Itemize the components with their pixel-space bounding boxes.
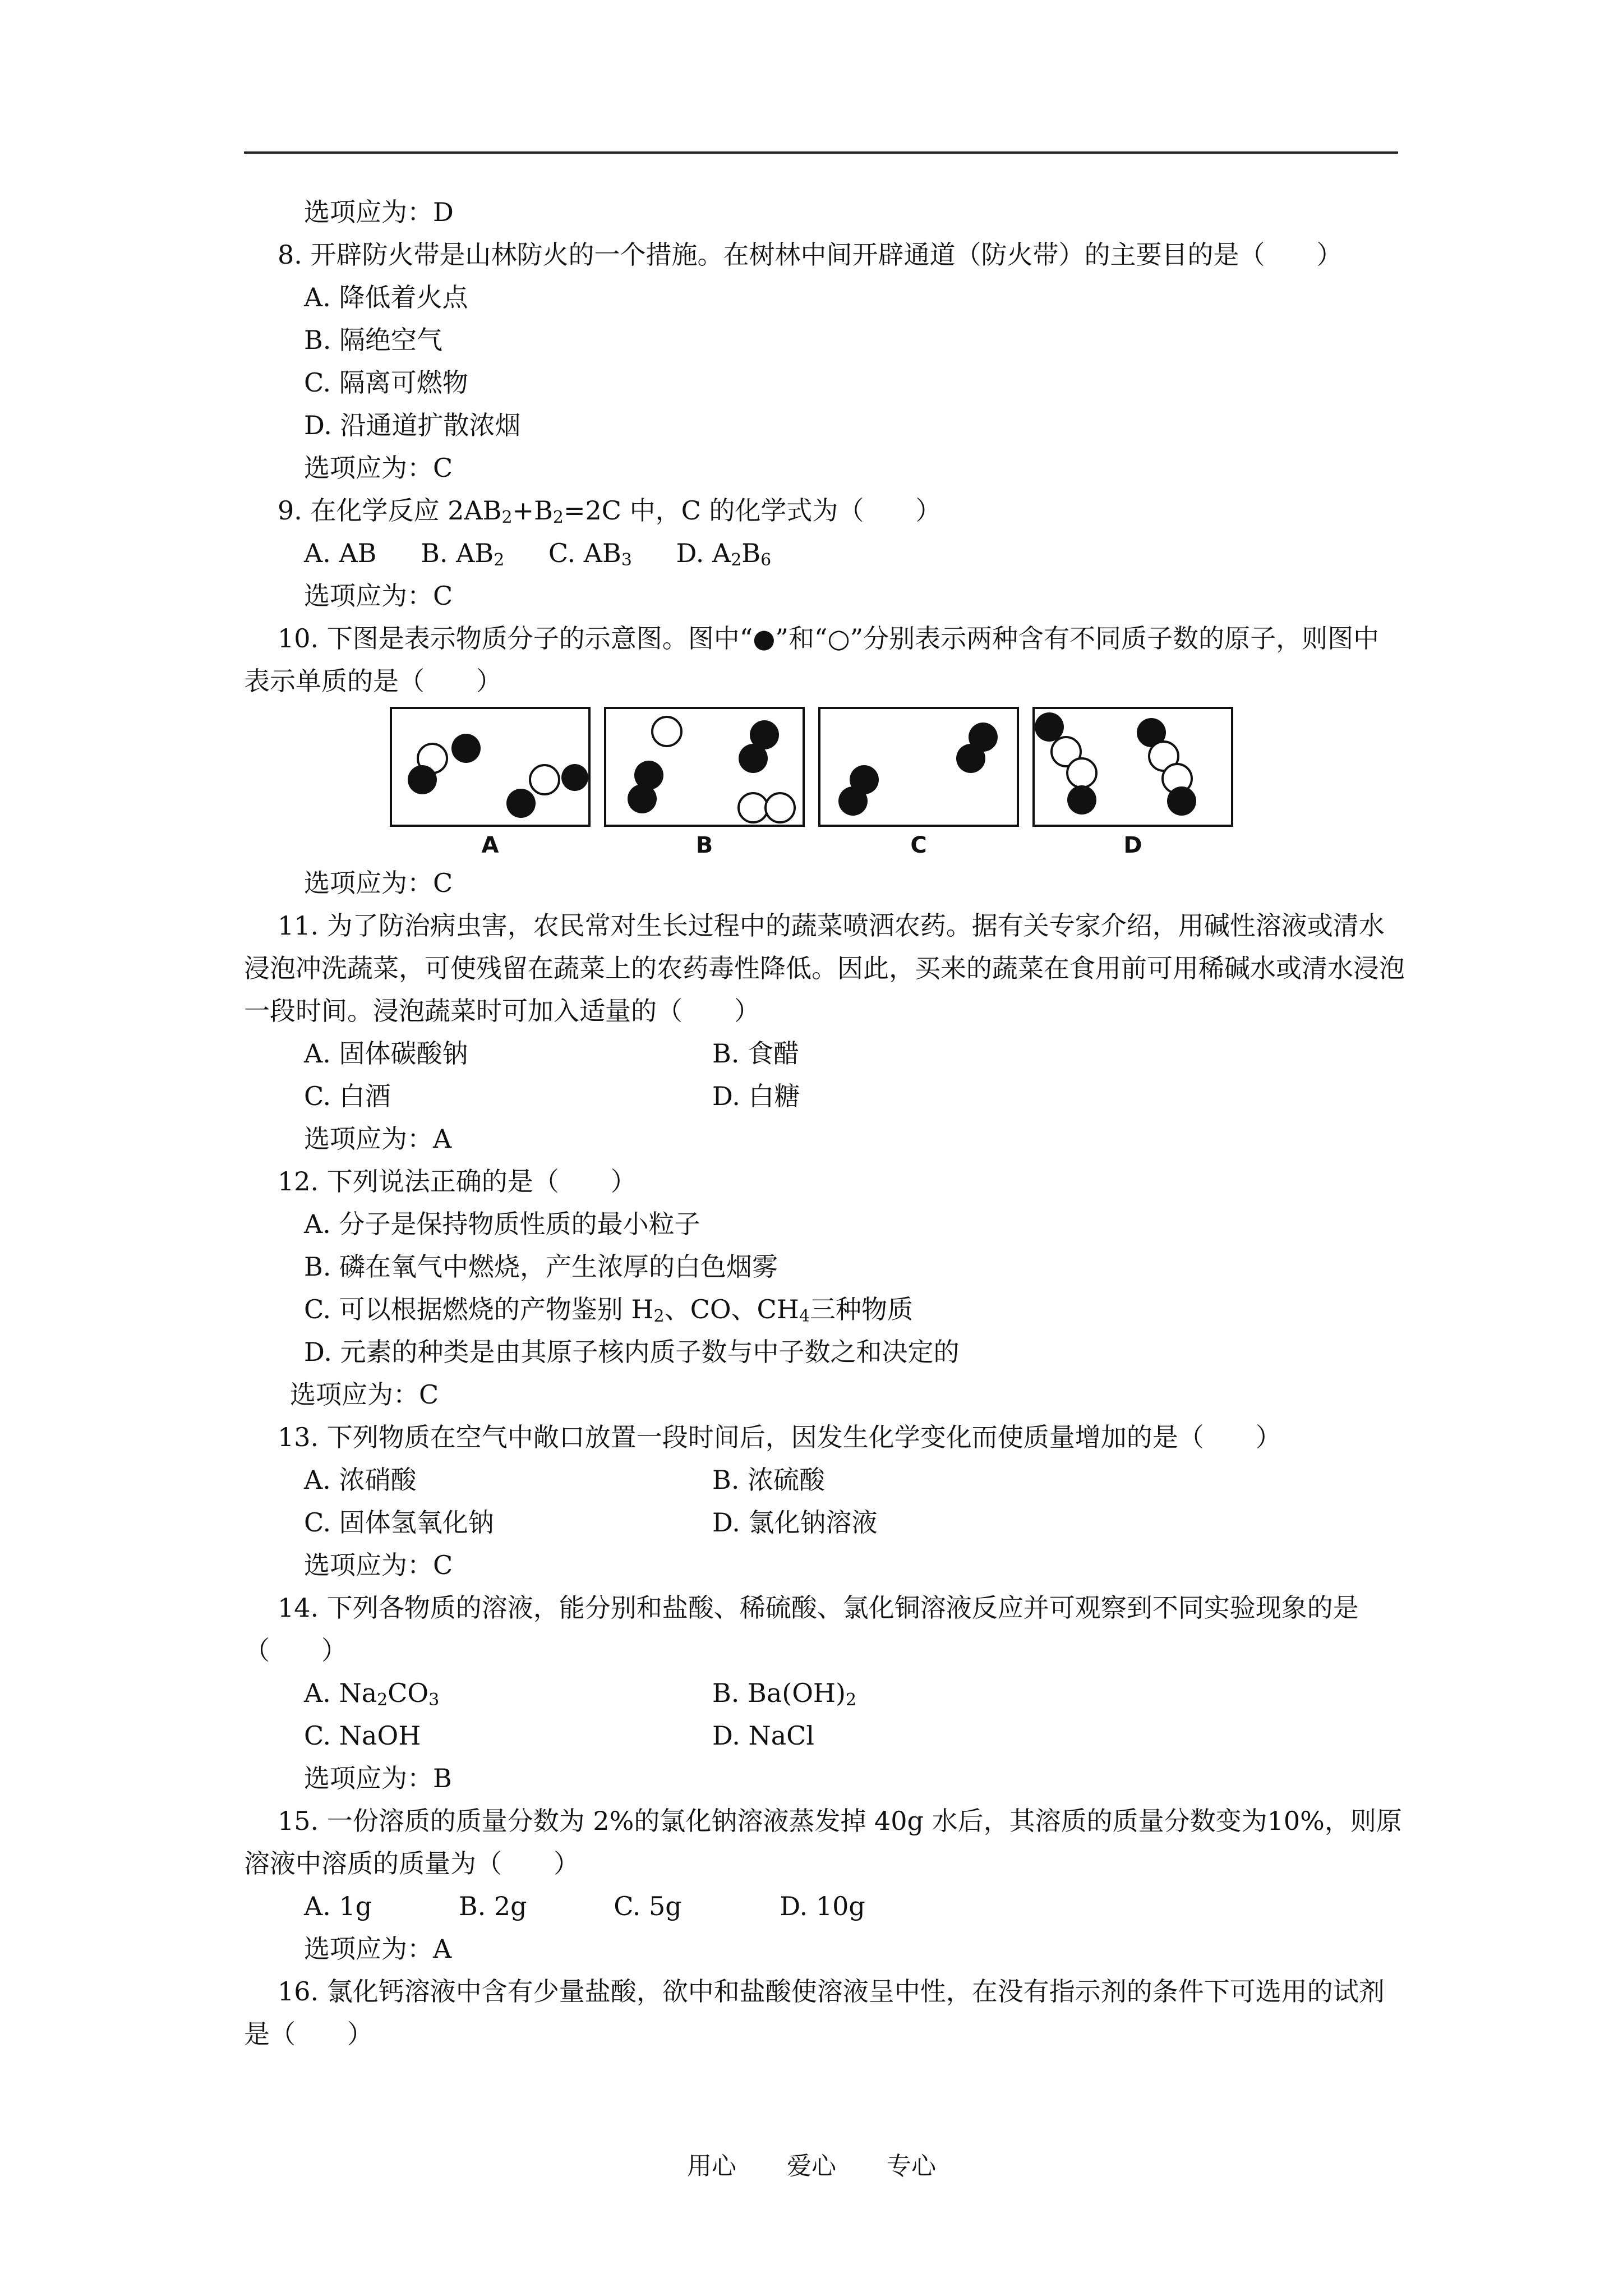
footer-text-3: 专心 — [887, 2152, 936, 2180]
q15-option-d: D. 10g — [780, 1891, 865, 1921]
q9-option-c: C. $AB_3$ — [548, 538, 632, 570]
q13-option-d: D. 氯化钠溶液 — [712, 1507, 878, 1538]
q9-option-d: D. $A_2B_6$ — [676, 538, 772, 570]
figure-panel-d — [1032, 707, 1233, 858]
q8-option-c: C. 隔离可燃物 — [304, 367, 468, 398]
q10-answer: 选项应为：C — [304, 868, 453, 898]
q11-answer: 选项应为：A — [304, 1124, 452, 1154]
q11-options-row2 — [244, 1075, 1405, 1117]
q13-options-row2 — [244, 1501, 1405, 1544]
q13-answer: 选项应为：C — [304, 1550, 453, 1580]
q14-option-b: B. $Ba(OH)_2$ — [712, 1678, 857, 1710]
q14-options-row2 — [244, 1714, 1405, 1757]
q13-stem: 13. 下列物质在空气中敞口放置一段时间后，因发生化学变化而使质量增加的是（ ） — [278, 1422, 1281, 1452]
panel-d-diagram — [1032, 707, 1233, 827]
q11-option-c: C. 白酒 — [304, 1081, 391, 1111]
q12-option-b: B. 磷在氧气中燃烧，产生浓厚的白色烟雾 — [304, 1251, 778, 1282]
panel-label-c: C — [910, 832, 927, 858]
page-content — [244, 191, 1405, 2055]
q12-option-c: C. 可以根据燃烧的产物鉴别 $H_2$、CO、$CH_4$三种物质 — [304, 1294, 913, 1326]
page-footer — [0, 2146, 1623, 2182]
q12-stem: 12. 下列说法正确的是（ ） — [278, 1166, 637, 1197]
q12-option-a: A. 分子是保持物质性质的最小粒子 — [304, 1209, 700, 1239]
figure-panel-a — [390, 707, 591, 858]
q14-option-c: C. NaOH — [304, 1720, 421, 1751]
panel-c-diagram — [818, 707, 1019, 827]
panel-label-d: D — [1123, 832, 1142, 858]
q11-stem: 11. 为了防治病虫害，农民常对生长过程中的蔬菜喷洒农药。据有关专家介绍，用碱性溶液或清水浸泡冲洗蔬菜，可使残留在蔬菜上的农药毒性降低。因此，买来的蔬菜在食用前可用稀碱水或清水浸泡一段时间。浸泡蔬菜时可加入适量的（ ） — [244, 910, 1405, 1026]
q12-answer: 选项应为：C — [290, 1379, 439, 1410]
q11-option-d: D. 白糖 — [712, 1081, 800, 1111]
q8-option-b: B. 隔绝空气 — [304, 325, 443, 355]
q12-option-d: D. 元素的种类是由其原子核内质子数与中子数之和决定的 — [304, 1337, 960, 1367]
q8-option-a: A. 降低着火点 — [304, 282, 468, 312]
panel-b-diagram — [604, 707, 805, 827]
q15-option-b: B. 2g — [458, 1891, 527, 1921]
figure-panel-c — [818, 707, 1019, 858]
q10-stem: 10. 下图是表示物质分子的示意图。图中“●”和“○”分别表示两种含有不同质子数的原子，则图中表示单质的是（ ） — [244, 623, 1380, 696]
q14-option-a: A. $Na_2CO_3$ — [304, 1678, 440, 1710]
q9-stem: 9. 在化学反应 $2AB_2+B_2=2C$ 中，C 的化学式为（ ） — [278, 495, 942, 527]
q14-stem: 14. 下列各物质的溶液，能分别和盐酸、稀硫酸、氯化铜溶液反应并可观察到不同实验现象的是（ ） — [244, 1593, 1359, 1665]
q9-option-b: B. $AB_2$ — [421, 538, 505, 570]
q9-options — [244, 532, 1405, 574]
q9-option-a: A. AB — [304, 538, 377, 568]
q15-answer: 选项应为：A — [304, 1934, 452, 1964]
q15-option-c: C. 5g — [614, 1891, 682, 1921]
figure-panel-b — [604, 707, 805, 858]
panel-label-a: A — [481, 832, 499, 858]
q7-answer: 选项应为：D — [304, 197, 454, 227]
q9-answer: 选项应为：C — [304, 581, 453, 611]
q13-option-a: A. 浓硝酸 — [304, 1465, 417, 1495]
molecule-figure — [390, 707, 1405, 858]
header-rule — [244, 151, 1398, 154]
panel-a-diagram — [390, 707, 591, 827]
q16-stem: 16. 氯化钙溶液中含有少量盐酸，欲中和盐酸使溶液呈中性，在没有指示剂的条件下可选用的试剂是（ ） — [244, 1976, 1385, 2049]
panel-label-b: B — [695, 832, 713, 858]
q15-option-a: A. 1g — [304, 1891, 372, 1921]
q13-option-b: B. 浓硫酸 — [712, 1465, 826, 1495]
q11-option-a: A. 固体碳酸钠 — [304, 1038, 468, 1069]
q8-answer: 选项应为：C — [304, 453, 453, 483]
q11-options-row1 — [244, 1032, 1405, 1075]
q14-option-d: D. NaCl — [712, 1720, 815, 1751]
q15-options — [244, 1885, 1405, 1927]
q8-stem: 8. 开辟防火带是山林防火的一个措施。在树林中间开辟通道（防火带）的主要目的是（ ） — [278, 240, 1343, 270]
q13-option-c: C. 固体氢氧化钠 — [304, 1507, 494, 1538]
q11-option-b: B. 食醋 — [712, 1038, 800, 1069]
footer-text-1: 用心 — [687, 2152, 736, 2180]
q8-option-d: D. 沿通道扩散浓烟 — [304, 410, 521, 440]
q15-stem: 15. 一份溶质的质量分数为 2%的氯化钠溶液蒸发掉 40g 水后，其溶质的质量分数变为10%，则原溶液中溶质的质量为（ ） — [244, 1806, 1402, 1879]
q13-options-row1 — [244, 1458, 1405, 1501]
q14-answer: 选项应为：B — [304, 1763, 452, 1793]
q14-options-row1 — [244, 1672, 1405, 1714]
footer-text-2: 爱心 — [787, 2152, 836, 2180]
